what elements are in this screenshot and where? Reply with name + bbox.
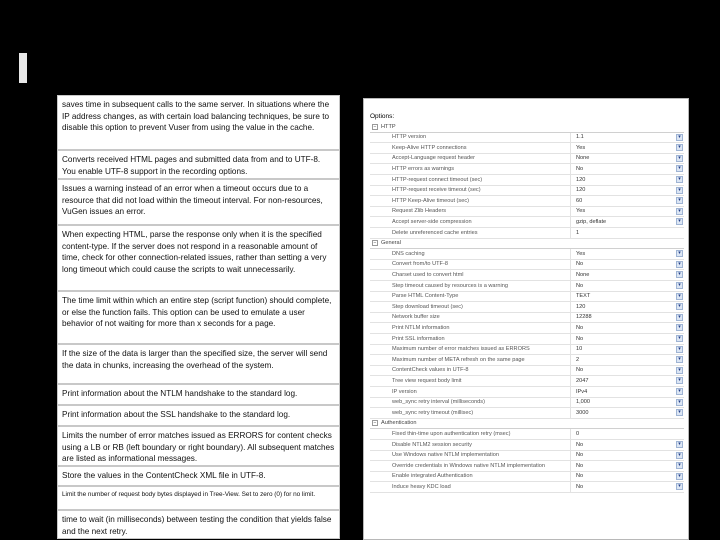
option-value[interactable]: None [576, 271, 590, 278]
dropdown-arrow-icon[interactable]: ▾ [676, 483, 683, 490]
group-name: HTTP [381, 123, 396, 130]
option-name: Maximum number of error matches issued as ERRORS [392, 346, 530, 353]
column-divider [570, 482, 571, 492]
column-divider [570, 260, 571, 270]
option-value[interactable]: No [576, 335, 584, 342]
option-value[interactable]: Yes [576, 144, 586, 151]
column-divider [570, 207, 571, 217]
option-value[interactable]: No [576, 165, 584, 172]
option-value[interactable]: No [576, 324, 584, 331]
column-divider [570, 249, 571, 259]
option-name: IP version [392, 388, 417, 395]
group-name: General [381, 240, 401, 247]
option-name: Maximum number of META refresh on the same page [392, 356, 525, 363]
dropdown-arrow-icon[interactable]: ▾ [676, 346, 683, 353]
column-divider [570, 175, 571, 185]
dropdown-arrow-icon[interactable]: ▾ [676, 473, 683, 480]
option-value[interactable]: No [576, 441, 584, 448]
dropdown-arrow-icon[interactable]: ▾ [676, 462, 683, 469]
dropdown-arrow-icon[interactable]: ▾ [676, 356, 683, 363]
option-row[interactable] [370, 313, 684, 324]
dropdown-arrow-icon[interactable]: ▾ [676, 218, 683, 225]
option-value[interactable]: 12288 [576, 314, 592, 321]
option-row[interactable] [370, 366, 684, 377]
dropdown-arrow-icon[interactable]: ▾ [676, 399, 683, 406]
option-row[interactable] [370, 323, 684, 334]
column-divider [570, 355, 571, 365]
dropdown-arrow-icon[interactable]: ▾ [676, 144, 683, 151]
description-box: Store the values in the ContentCheck XML file in UTF-8. [57, 466, 340, 486]
option-value[interactable]: 2 [576, 356, 580, 363]
option-value[interactable]: 10 [576, 346, 583, 353]
column-divider [570, 196, 571, 206]
option-row[interactable] [370, 334, 684, 345]
description-box: Print information about the SSL handshake to the standard log. [57, 405, 340, 426]
option-value[interactable]: 0 [576, 430, 580, 437]
option-name: Tree view request body limit [392, 377, 462, 384]
option-value[interactable]: No [576, 473, 584, 480]
option-row[interactable] [370, 249, 684, 260]
dropdown-arrow-icon[interactable]: ▾ [676, 134, 683, 141]
dropdown-arrow-icon[interactable]: ▾ [676, 197, 683, 204]
column-divider [570, 143, 571, 153]
option-value[interactable]: Yes [576, 208, 586, 215]
option-name: DNS caching [392, 250, 425, 257]
group-header-authentication[interactable] [370, 419, 684, 430]
option-row[interactable] [370, 292, 684, 303]
option-row[interactable] [370, 281, 684, 292]
option-value[interactable]: No [576, 483, 584, 490]
option-value[interactable]: 60 [576, 197, 583, 204]
dropdown-arrow-icon[interactable]: ▾ [676, 441, 683, 448]
option-row[interactable] [370, 440, 684, 451]
option-name: Parse HTML Content-Type [392, 293, 459, 300]
option-row[interactable] [370, 196, 684, 207]
option-name: Keep-Alive HTTP connections [392, 144, 467, 151]
option-row[interactable] [370, 175, 684, 186]
option-row[interactable] [370, 270, 684, 281]
dropdown-arrow-icon[interactable]: ▾ [676, 293, 683, 300]
option-name: HTTP-request receive timeout (sec) [392, 187, 481, 194]
option-value[interactable]: TEXT [576, 293, 591, 300]
column-divider [570, 429, 571, 439]
option-row[interactable] [370, 345, 684, 356]
option-row[interactable] [370, 429, 684, 440]
description-box: Limits the number of error matches issued as ERRORS for content checks using a LB or RB (left boundary or right boundary). All subsequent matches are listed as informational messages. [57, 426, 340, 466]
column-divider [570, 302, 571, 312]
option-value[interactable]: 120 [576, 303, 586, 310]
option-name: Accept-Language request header [392, 155, 476, 162]
description-box: When expecting HTML, parse the response only when it is the specified content-type. If the server does not respond in a reasonable amount of time, check for other connection-related issues, rather than setting a very long timeout which could cause the scripts to wait unnecessarily. [57, 225, 340, 291]
group-header-general[interactable] [370, 239, 684, 250]
option-name: Charset used to convert html [392, 271, 464, 278]
column-divider [570, 270, 571, 280]
column-divider [570, 440, 571, 450]
column-divider [570, 133, 571, 143]
option-name: ContentCheck values in UTF-8 [392, 367, 469, 374]
group-name: Authentication [381, 420, 417, 427]
option-name: Accept server-side compression [392, 218, 472, 225]
dropdown-arrow-icon[interactable]: ▾ [676, 271, 683, 278]
option-value[interactable]: 1,000 [576, 399, 590, 406]
option-name: Print SSL information [392, 335, 445, 342]
option-row[interactable] [370, 164, 684, 175]
dropdown-arrow-icon[interactable]: ▾ [676, 187, 683, 194]
dropdown-arrow-icon[interactable]: ▾ [676, 250, 683, 257]
option-value[interactable]: No [576, 367, 584, 374]
option-value[interactable]: No [576, 452, 584, 459]
panel-title: Options: [370, 113, 395, 120]
option-name: Step download timeout (sec) [392, 303, 463, 310]
option-name: web_sync retry interval (milliseconds) [392, 399, 485, 406]
option-row[interactable] [370, 207, 684, 218]
dropdown-arrow-icon[interactable]: ▾ [676, 165, 683, 172]
option-row[interactable] [370, 376, 684, 387]
option-row[interactable] [370, 461, 684, 472]
option-row[interactable] [370, 482, 684, 493]
option-name: Delete unreferenced cache entries [392, 229, 478, 236]
option-row[interactable] [370, 260, 684, 271]
option-value[interactable]: Yes [576, 250, 586, 257]
column-divider [570, 154, 571, 164]
dropdown-arrow-icon[interactable]: ▾ [676, 155, 683, 162]
option-row[interactable] [370, 472, 684, 483]
description-box: Issues a warning instead of an error when a timeout occurs due to a resource that did not load within the timeout interval. For non-resources, VuGen issues an error. [57, 179, 340, 225]
dropdown-arrow-icon[interactable]: ▾ [676, 314, 683, 321]
column-divider [570, 292, 571, 302]
option-row[interactable] [370, 186, 684, 197]
dropdown-arrow-icon[interactable]: ▾ [676, 176, 683, 183]
collapse-icon[interactable]: − [373, 420, 377, 427]
option-row[interactable] [370, 451, 684, 462]
option-name: Convert from/to UTF-8 [392, 261, 448, 268]
column-divider [570, 345, 571, 355]
column-divider [570, 313, 571, 323]
option-name: Override credentials in Windows native NTLM implementation [392, 462, 545, 469]
option-value[interactable]: None [576, 155, 590, 162]
dropdown-arrow-icon[interactable]: ▾ [676, 335, 683, 342]
dropdown-arrow-icon[interactable]: ▾ [676, 388, 683, 395]
option-value[interactable]: gzip, deflate [576, 218, 607, 225]
option-name: Induce heavy KDC load [392, 483, 451, 490]
column-divider [570, 228, 571, 238]
option-value[interactable]: 2047 [576, 377, 589, 384]
option-value[interactable]: 3000 [576, 409, 589, 416]
option-name: Network buffer size [392, 314, 440, 321]
column-divider [570, 323, 571, 333]
dropdown-arrow-icon[interactable]: ▾ [676, 367, 683, 374]
description-box: time to wait (in milliseconds) between testing the condition that yields false and the next retry. [57, 510, 340, 539]
column-divider [570, 164, 571, 174]
slide-accent-bar [19, 53, 27, 83]
option-name: Request Zlib Headers [392, 208, 447, 215]
dropdown-arrow-icon[interactable]: ▾ [676, 452, 683, 459]
option-row[interactable] [370, 302, 684, 313]
column-divider [570, 461, 571, 471]
option-value[interactable]: No [576, 261, 584, 268]
column-divider [570, 217, 571, 227]
option-name: Disable NTLM2 session security [392, 441, 472, 448]
option-row[interactable] [370, 355, 684, 366]
option-row[interactable] [370, 398, 684, 409]
option-row[interactable] [370, 387, 684, 398]
option-value[interactable]: No [576, 462, 584, 469]
description-box: saves time in subsequent calls to the same server. In situations where the IP address changes, as with certain load balancing techniques, be sure to disable this option to prevent Vuser from using the value in the cache. [57, 95, 340, 150]
description-box: Print information about the NTLM handshake to the standard log. [57, 384, 340, 405]
option-name: web_sync retry timeout (millisec) [392, 409, 474, 416]
collapse-icon[interactable]: − [373, 123, 377, 130]
dropdown-arrow-icon[interactable]: ▾ [676, 324, 683, 331]
dropdown-arrow-icon[interactable]: ▾ [676, 261, 683, 268]
group-header-http[interactable] [370, 122, 684, 133]
dropdown-arrow-icon[interactable]: ▾ [676, 409, 683, 416]
option-value[interactable]: 1.1 [576, 134, 584, 141]
column-divider [570, 472, 571, 482]
option-row[interactable] [370, 217, 684, 228]
option-name: Print NTLM information [392, 324, 450, 331]
dropdown-arrow-icon[interactable]: ▾ [676, 282, 683, 289]
collapse-icon[interactable]: − [373, 240, 377, 247]
dropdown-arrow-icon[interactable]: ▾ [676, 377, 683, 384]
option-name: HTTP-request connect timeout (sec) [392, 176, 483, 183]
option-name: HTTP version [392, 134, 427, 141]
column-divider [570, 376, 571, 386]
column-divider [570, 281, 571, 291]
option-value[interactable]: 1 [576, 229, 580, 236]
option-value[interactable]: No [576, 282, 584, 289]
option-name: Fixed thin-time upon authentication retry (msec) [392, 430, 511, 437]
column-divider [570, 334, 571, 344]
option-name: HTTP errors as warnings [392, 165, 455, 172]
option-row[interactable] [370, 154, 684, 165]
dropdown-arrow-icon[interactable]: ▾ [676, 303, 683, 310]
description-box: If the size of the data is larger than the specified size, the server will send the data in chunks, increasing the overhead of the system. [57, 344, 340, 384]
option-row[interactable] [370, 408, 684, 419]
option-row[interactable] [370, 133, 684, 144]
column-divider [570, 387, 571, 397]
option-row[interactable] [370, 228, 684, 239]
description-box: Limit the number of request body bytes displayed in Tree-View. Set to zero (0) for no limit. [57, 486, 340, 510]
description-box: The time limit within which an entire step (script function) should complete, or else the function fails. This option can be used to emulate a user behavior of not waiting for more than x seconds for a page. [57, 291, 340, 344]
option-name: HTTP Keep-Alive timeout (sec) [392, 197, 469, 204]
column-divider [570, 451, 571, 461]
column-divider [570, 366, 571, 376]
option-name: Step timeout caused by resources is a warning [392, 282, 508, 289]
column-divider [570, 398, 571, 408]
option-value[interactable]: IPv4 [576, 388, 588, 395]
runtime-settings-panel [363, 98, 689, 540]
column-divider [570, 408, 571, 418]
option-value[interactable]: 120 [576, 176, 586, 183]
option-value[interactable]: 120 [576, 187, 586, 194]
option-name: Use Windows native NTLM implementation [392, 452, 499, 459]
column-divider [570, 186, 571, 196]
option-name: Enable integrated Authentication [392, 473, 473, 480]
description-box: Converts received HTML pages and submitted data from and to UTF-8. You enable UTF-8 support in the recording options. [57, 150, 340, 179]
dropdown-arrow-icon[interactable]: ▾ [676, 208, 683, 215]
option-row[interactable] [370, 143, 684, 154]
